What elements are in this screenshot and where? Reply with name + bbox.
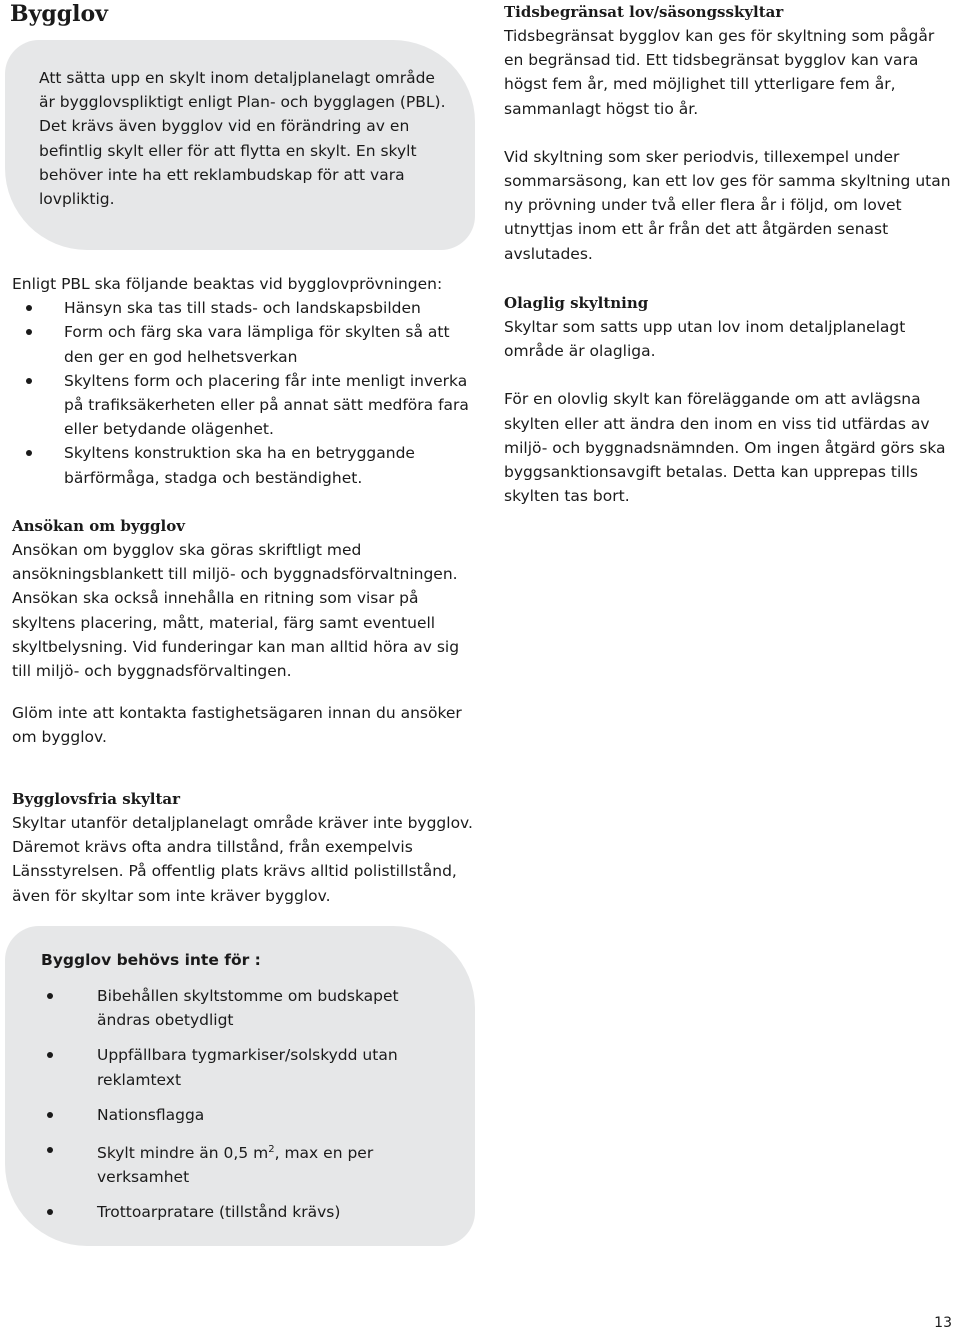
list-item: Skyltens form och placering får inte menligt inverka på trafiksäkerheten eller på annat sätt medföra fara eller betydande olägenhet. <box>12 369 474 442</box>
exempt-heading: Bygglovsfria skyltar <box>12 790 181 808</box>
list-item: Hänsyn ska tas till stads- och landskapsbilden <box>12 296 474 320</box>
not-needed-list <box>41 984 455 1224</box>
application-paragraph: Ansökan om bygglov ska göras skriftligt med ansökningsblankett till miljö- och byggnadsförvaltningen. Ansökan ska också innehålla en ritning som visar på skyltens placering, mått, material, färg samt eventuell skyltbelysning. Vid funderingar kan man alltid höra av sig till miljö- och byggnadsförvaltingen. <box>12 541 460 681</box>
application-reminder: Glöm inte att kontakta fastighetsägaren innan du ansöker om bygglov. <box>12 704 462 747</box>
illegal-section <box>504 291 954 508</box>
exempt-paragraph: Skyltar utanför detaljplanelagt område kräver inte bygglov. Däremot krävs ofta andra tillstånd, från exempelvis Länsstyrelsen. På offentlig plats krävs alltid polistillstånd, även för skyltar som inte kräver bygglov. <box>12 814 473 905</box>
list-item: Trottoarpratare (tillstånd krävs) <box>41 1200 455 1224</box>
temporary-heading: Tidsbegränsat lov/säsongsskyltar <box>504 3 784 21</box>
sign-item-text: Skylt mindre än 0,5 m <box>97 1143 269 1162</box>
exempt-section <box>12 787 474 908</box>
application-heading: Ansökan om bygglov <box>12 517 185 535</box>
sign-item-suffix: , max en per verksamhet <box>97 1143 374 1186</box>
pbl-bullet-list <box>12 296 474 490</box>
page-title: Bygglov <box>10 1 108 27</box>
not-needed-callout-box <box>5 926 475 1246</box>
not-needed-title: Bygglov behövs inte för : <box>41 951 261 969</box>
illegal-heading: Olaglig skyltning <box>504 294 649 312</box>
application-section <box>12 514 474 750</box>
list-item: Nationsflagga <box>41 1103 455 1127</box>
temporary-paragraph-seasonal: Vid skyltning som sker periodvis, tillexempel under sommarsäsong, kan ett lov ges för samma skyltning utan ny prövning under två eller flera år i följd, om lovet utnyttjas inom ett år från det att åtgärden senast avslutades. <box>504 147 951 263</box>
pbl-section <box>12 272 474 490</box>
list-item: Bibehållen skyltstomme om budskapet ändras obetydligt <box>41 984 455 1032</box>
intro-text: Att sätta upp en skylt inom detaljplanelagt område är bygglovspliktigt enligt Plan- och bygglagen (PBL). Det krävs även bygglov vid en förändring av en befintlig skylt eller för att flytta en skylt. En skylt behöver inte ha ett reklambudskap för att vara lovpliktig. <box>39 69 446 209</box>
list-item: Form och färg ska vara lämpliga för skylten så att den ger en god helhetsverkan <box>12 320 474 368</box>
pbl-lead: Enligt PBL ska följande beaktas vid bygglovprövningen: <box>12 275 443 293</box>
illegal-consequence-paragraph: För en olovlig skylt kan föreläggande om att avlägsna skylten eller att ändra den inom en viss tid utfärdas av miljö- och byggnadsnämnden. Om ingen åtgärd görs ska byggsanktionsavgift betalas. Detta kan upprepas tills skylten tas bort. <box>504 390 946 506</box>
intro-callout-box <box>5 40 475 250</box>
list-item: Uppfällbara tygmarkiser/solskydd utan reklamtext <box>41 1043 455 1091</box>
list-item: Skyltens konstruktion ska ha en betryggande bärförmåga, stadga och beständighet. <box>12 441 474 489</box>
list-item <box>41 1138 455 1190</box>
page-number: 13 <box>934 1315 952 1331</box>
superscript-two: 2 <box>268 1143 275 1155</box>
illegal-paragraph: Skyltar som satts upp utan lov inom detaljplanelagt område är olagliga. <box>504 318 906 361</box>
temporary-section <box>504 0 954 266</box>
temporary-paragraph: Tidsbegränsat bygglov kan ges för skyltning som pågår en begränsad tid. Ett tidsbegränsat bygglov kan vara högst fem år, med möjlighet till ytterligare fem år, sammanlagt högst tio år. <box>504 27 935 118</box>
